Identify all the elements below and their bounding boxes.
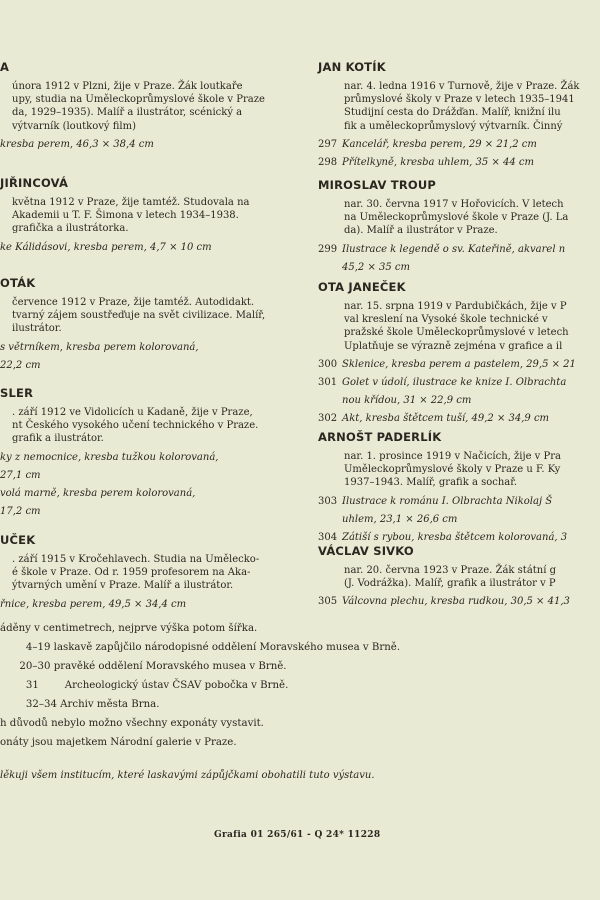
works-list <box>318 358 600 426</box>
work-item: kresba perem, 46,3 × 38,4 cm <box>0 138 154 150</box>
bio-line: července 1912 v Praze, žije tamtéž. Autodidakt. <box>12 297 255 308</box>
work-item <box>318 531 600 544</box>
artist-bio <box>0 406 300 446</box>
bio-line: val kreslení na Vysoké škole technické v <box>344 314 548 326</box>
bio-line: nar. 20. června 1923 v Praze. Žák státní g <box>344 565 557 576</box>
work-number: 298 <box>318 157 338 169</box>
bio-line: da). Malíř a ilustrátor v Praze. <box>344 225 498 237</box>
bio-line: nar. 15. srpna 1919 v Pardubičkách, žije v P <box>344 301 567 312</box>
works-list <box>318 595 600 608</box>
work-number: 299 <box>318 243 338 255</box>
bio-line: nt Českého vysokého učení technického v Praze. <box>12 420 259 432</box>
bio-line: . září 1915 v Kročehlavech. Studia na Umělecko- <box>12 554 260 565</box>
work-number: 305 <box>318 596 338 608</box>
work-item: s větrníkem, kresba perem kolorovaná, <box>0 341 199 353</box>
works-list <box>0 598 300 611</box>
work-title: 45,2 × 35 cm <box>342 261 410 273</box>
artist-name: OTÁK <box>0 276 36 290</box>
work-item <box>318 495 600 508</box>
work-item <box>318 261 600 274</box>
artist-bio <box>318 450 600 490</box>
bio-line: . září 1912 ve Vidolicích u Kadaně, žije v Praze, <box>12 407 253 418</box>
bio-line: nar. 1. prosince 1919 v Načicích, žije v Pra <box>344 451 561 462</box>
notes-section <box>0 622 600 755</box>
artist-name: JIŘINCOVÁ <box>0 176 69 190</box>
bio-line: da, 1929–1935). Malíř a ilustrátor, scénický a <box>12 107 243 119</box>
bio-line: Akademii u T. F. Šimona v letech 1934–1938. <box>12 210 239 222</box>
work-title: Přítelkyně, kresba uhlem, 35 × 44 cm <box>342 157 534 169</box>
bio-line: grafik a ilustrátor. <box>12 433 104 445</box>
bio-line: 1937–1943. Malíř, grafik a sochař. <box>344 477 518 489</box>
work-title: Akt, kresba štětcem tuší, 49,2 × 34,9 cm <box>342 413 550 425</box>
work-item <box>318 156 600 169</box>
artist-bio <box>318 300 600 353</box>
work-item <box>318 595 600 608</box>
work-item <box>318 243 600 256</box>
note-line: 4–19 laskavě zapůjčilo národopisné oddělení Moravského musea v Brně. <box>0 642 401 653</box>
work-item <box>318 513 600 526</box>
work-item: 22,2 cm <box>0 359 41 371</box>
works-list <box>0 451 300 519</box>
bio-line: Studijní cesta do Drážďan. Malíř, knižní ilu <box>344 107 561 119</box>
work-title: nou křídou, 31 × 22,9 cm <box>342 395 472 407</box>
artist-name: SLER <box>0 386 34 400</box>
bio-line: é škole v Praze. Od r. 1959 profesorem na Aka- <box>12 567 251 579</box>
note-line: áděny v centimetrech, nejprve výška potom šířka. <box>0 623 258 634</box>
work-number: 304 <box>318 532 338 544</box>
artist-name: A <box>0 60 10 74</box>
work-number: 303 <box>318 495 338 507</box>
bio-line: průmyslové školy v Praze v letech 1935–1941 <box>344 94 575 106</box>
work-item <box>318 358 600 371</box>
note-line: 20–30 pravěké oddělení Moravského musea v Brně. <box>0 661 287 672</box>
work-item <box>318 376 600 389</box>
artist-entry <box>0 533 300 611</box>
work-item <box>318 394 600 407</box>
artist-name: JAN KOTÍK <box>318 60 386 74</box>
bio-line: ilustrátor. <box>12 323 62 335</box>
works-list <box>0 341 300 372</box>
note-line: h důvodů nebylo možno všechny exponáty vystavit. <box>0 718 264 729</box>
artist-name: OTA JANEČEK <box>318 280 406 294</box>
artist-entry <box>0 60 300 151</box>
work-item: ky z nemocnice, kresba tužkou kolorovaná, <box>0 451 219 463</box>
bio-line: výtvarník (loutkový film) <box>12 120 136 132</box>
artist-name: MIROSLAV TROUP <box>318 178 437 192</box>
work-item: řnice, kresba perem, 49,5 × 34,4 cm <box>0 598 187 610</box>
artist-bio <box>318 198 600 238</box>
bio-line: upy, studia na Uměleckoprůmyslové škole v Praze <box>12 94 265 106</box>
works-list <box>318 495 600 545</box>
artist-bio <box>318 564 600 590</box>
artist-entry <box>318 544 600 609</box>
work-number: 302 <box>318 413 338 425</box>
bio-line: pražské škole Uměleckoprůmyslové v letech <box>344 327 569 339</box>
work-title: Válcovna plechu, kresba rudkou, 30,5 × 41,3 <box>342 596 570 608</box>
artist-entry <box>318 178 600 274</box>
work-number: 301 <box>318 377 338 389</box>
work-title: uhlem, 23,1 × 26,6 cm <box>342 513 458 525</box>
artist-bio <box>318 80 600 133</box>
bio-line: fik a uměleckoprůmyslový výtvarník. Činný <box>344 120 563 132</box>
artist-bio <box>0 196 300 236</box>
note-line: onáty jsou majetkem Národní galerie v Praze. <box>0 737 237 748</box>
bio-line: ýtvarných umění v Praze. Malíř a ilustrátor. <box>12 580 234 592</box>
artist-entry <box>318 430 600 544</box>
artist-entry <box>318 60 600 169</box>
work-item: 27,1 cm <box>0 469 41 481</box>
work-title: Ilustrace k legendě o sv. Kateřině, akvarel n <box>342 243 566 255</box>
work-item: ke Kálidásovi, kresba perem, 4,7 × 10 cm <box>0 241 212 253</box>
bio-line: (J. Vodrážka). Malíř, grafik a ilustrátor v P <box>344 578 556 590</box>
work-number: 300 <box>318 358 338 370</box>
bio-line: Uplatňuje se výrazně zejména v grafice a il <box>344 340 563 352</box>
artist-bio <box>0 80 300 133</box>
work-item <box>318 412 600 425</box>
work-title: Kancelář, kresba perem, 29 × 21,2 cm <box>342 138 537 150</box>
note-line: 32–34 Archiv města Brna. <box>0 699 160 710</box>
works-list <box>318 138 600 169</box>
note-line: 31 Archeologický ústav ČSAV pobočka v Brně. <box>0 680 289 691</box>
bio-line: nar. 4. ledna 1916 v Turnově, žije v Praze. Žák <box>344 81 580 92</box>
work-title: Sklenice, kresba perem a pastelem, 29,5 × 21 <box>342 358 576 370</box>
bio-line: Uměleckoprůmyslové školy v Praze u F. Ky <box>344 464 561 476</box>
bio-line: nar. 30. června 1917 v Hořovicích. V letech <box>344 199 564 210</box>
work-item <box>318 138 600 151</box>
bio-line: grafička a ilustrátorka. <box>12 223 129 235</box>
artist-bio <box>0 553 300 593</box>
works-list <box>318 243 600 274</box>
bio-line: května 1912 v Praze, žije tamtéž. Studovala na <box>12 197 250 208</box>
work-title: Zátiší s rybou, kresba štětcem kolorovaná, 3 <box>342 532 568 544</box>
artist-entry <box>318 280 600 426</box>
bio-line: tvarný zájem soustřeďuje na svět civilizace. Malíř, <box>12 310 266 322</box>
printer-imprint: Grafia 01 265/61 - Q 24* 11228 <box>214 830 381 840</box>
artist-name: VÁCLAV SIVKO <box>318 544 414 558</box>
artist-bio <box>0 296 300 336</box>
work-item: 17,2 cm <box>0 506 41 518</box>
works-list <box>0 241 300 254</box>
bio-line: na Uměleckoprůmyslové škole v Praze (J. La <box>344 212 569 224</box>
acknowledgement: lěkuji všem institucím, které laskavými zápůjčkami obohatili tuto výstavu. <box>0 770 375 781</box>
artist-entry <box>0 276 300 372</box>
bio-line: února 1912 v Plzni, žije v Praze. Žák loutkaře <box>12 81 243 92</box>
work-item: volá marně, kresba perem kolorovaná, <box>0 488 196 500</box>
artist-name: ARNOŠT PADERLÍK <box>318 430 442 444</box>
artist-entry <box>0 176 300 254</box>
artist-name: UČEK <box>0 533 36 547</box>
works-list <box>0 138 300 151</box>
work-title: Ilustrace k románu I. Olbrachta Nikolaj Š <box>342 495 553 507</box>
artist-entry <box>0 386 300 518</box>
work-number: 297 <box>318 138 338 150</box>
work-title: Golet v údolí, ilustrace ke knize I. Olbrachta <box>342 377 567 389</box>
